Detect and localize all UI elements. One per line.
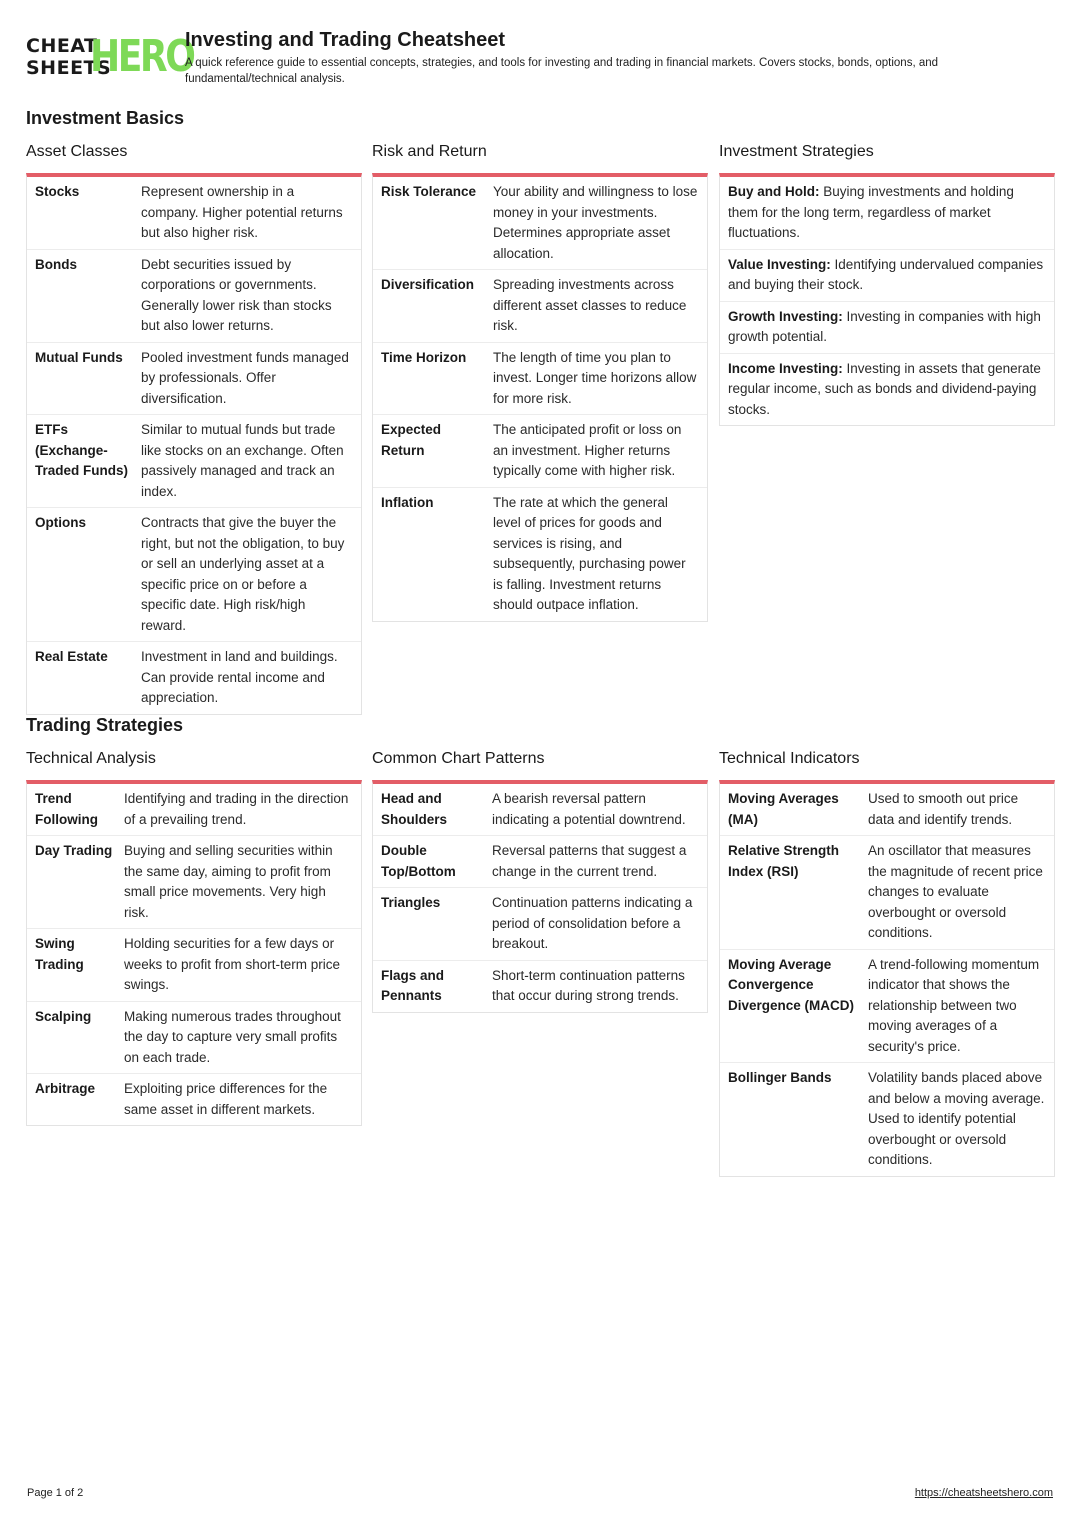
list-item [720,354,1054,426]
definition: Continuation patterns indicating a period of consolidation before a breakout. [492,895,693,951]
term: Diversification [381,277,475,292]
card-technical-indicators [719,749,1055,1177]
table-row [373,177,707,270]
definition: An oscillator that measures the magnitude of recent price changes to evaluate overbought or oversold conditions. [868,843,1043,940]
section-title-trading-strategies: Trading Strategies [26,715,184,735]
table-row [27,1002,361,1075]
table-row [373,343,707,416]
term: Double Top/Bottom [381,843,456,879]
term: Head and Shoulders [381,791,448,827]
term: ETFs (Exchange-Traded Funds) [35,422,129,478]
table-row [27,508,361,642]
table-row [27,1074,361,1125]
term: Real Estate [35,649,108,664]
table-row [720,784,1054,836]
logo-hero-text: HERO [90,31,194,82]
card-body [372,780,708,1013]
card-asset-classes [26,142,362,715]
table-row [27,343,361,416]
table-row [720,950,1054,1064]
card-common-chart-patterns [372,749,708,1013]
definition: The length of time you plan to invest. Longer time horizons allow for more risk. [493,349,697,406]
section-title-investment-basics: Investment Basics [26,108,185,128]
term: Buy and Hold: [728,184,820,199]
page-header [26,28,1056,90]
term: Inflation [381,494,434,510]
term: Moving Average Convergence Divergence (MACD) [728,956,855,1013]
list-item [720,177,1054,250]
definition: Identifying undervalued companies and buying their stock. [728,256,1044,292]
card-body [719,173,1055,426]
term: Mutual Funds [35,349,123,365]
table-row [27,929,361,1002]
page-title: Investing and Trading Cheatsheet [185,29,506,51]
definition: Volatility bands placed above and below a moving average. Used to identify potential overbought or oversold conditions. [868,1070,1045,1167]
card-risk-and-return [372,142,708,622]
logo-sheets-text: SHEETS [26,57,112,79]
table-row [373,488,707,621]
definition: Pooled investment funds managed by professionals. Offer diversification. [141,349,349,406]
definition: Spreading investments across different asset classes to reduce risk. [493,277,687,333]
term: Relative Strength Index (RSI) [728,843,840,879]
definition: Your ability and willingness to lose money in your investments. Determines appropriate asset allocation. [493,184,698,261]
definition: The rate at which the general level of prices for goods and services is rising, and subsequently, purchasing power is falling. Investment returns should outpace inflation. [493,494,686,612]
table-row [373,961,707,1012]
definition: Short-term continuation patterns that occur during strong trends. [492,967,685,1003]
table-row [27,177,361,250]
definition: Reversal patterns that suggest a change in the current trend. [492,843,687,879]
card-title: Technical Indicators [719,750,860,767]
definition: The anticipated profit or loss on an investment. Higher returns typically come with higher risk. [493,422,682,478]
definition: Buying investments and holding them for the long term, regardless of market fluctuations. [728,184,1014,240]
definition: A trend-following momentum indicator that shows the relationship between two moving averages of a security's price. [868,956,1040,1054]
term: Stocks [35,184,80,199]
table-row [373,784,707,836]
definition: Investing in companies with high growth potential. [728,308,1041,344]
term: Scalping [35,1008,92,1024]
card-body [26,173,362,715]
list-item [720,302,1054,354]
term: Time Horizon [381,349,467,365]
term: Value Investing: [728,256,831,272]
term: Day Trading [35,843,113,858]
card-title: Investment Strategies [719,143,874,160]
card-title: Asset Classes [26,143,128,160]
term: Trend Following [35,791,98,827]
definition: Identifying and trading in the direction of a prevailing trend. [124,791,349,827]
table-row [27,250,361,343]
term: Swing Trading [35,936,84,972]
term: Income Investing: [728,360,843,376]
card-title: Technical Analysis [26,750,156,767]
term: Bollinger Bands [728,1070,832,1085]
table-row [27,784,361,836]
logo-cheat-text: CHEAT [26,35,98,57]
definition: Buying and selling securities within the same day, aiming to profit from small price movements. Very high risk. [124,843,333,920]
term: Expected Return [381,422,442,458]
table-row [373,836,707,888]
card-title: Common Chart Patterns [372,750,545,767]
table-row [373,415,707,488]
list-item [720,250,1054,302]
definition: Making numerous trades throughout the day to capture very small profits on each trade. [124,1008,341,1065]
definition: Exploiting price differences for the same asset in different markets. [124,1081,328,1117]
term: Growth Investing: [728,308,843,324]
term: Flags and Pennants [381,967,445,1003]
page-description: A quick reference guide to essential concepts, strategies, and tools for investing and trading in financial markets. Covers stocks, bonds, options, and fundamental/technical analysis. [185,57,939,85]
card-body [719,780,1055,1177]
term: Risk Tolerance [381,184,477,199]
card-technical-analysis [26,749,362,1126]
definition: Investing in assets that generate regular income, such as bonds and dividend-paying stocks. [728,360,1041,417]
table-row [720,1063,1054,1176]
term: Moving Averages (MA) [728,791,839,827]
definition: Contracts that give the buyer the right, but not the obligation, to buy or sell an underlying asset at a specific price on or before a specific date. High risk/high reward. [141,515,345,633]
definition: Debt securities issued by corporations or governments. Generally lower risk than stocks but also lower returns. [141,256,332,333]
card-title: Risk and Return [372,143,487,160]
table-row [27,642,361,714]
term: Arbitrage [35,1081,96,1096]
table-row [720,836,1054,950]
page-number: Page 1 of 2 [27,1487,84,1499]
definition: Similar to mutual funds but trade like stocks on an exchange. Often passively managed and track an index. [141,422,344,499]
definition: Represent ownership in a company. Higher potential returns but also higher risk. [141,184,343,240]
table-row [27,836,361,929]
cheatsheetshero-logo[interactable] [26,31,194,82]
card-body [26,780,362,1126]
card-body [372,173,708,622]
term: Triangles [381,895,441,910]
term: Bonds [35,256,77,272]
site-link[interactable]: https://cheatsheetshero.com [914,1487,1053,1499]
term: Options [35,515,86,530]
definition: A bearish reversal pattern indicating a potential downtrend. [492,791,686,827]
definition: Used to smooth out price data and identify trends. [868,791,1019,827]
definition: Holding securities for a few days or weeks to profit from short-term price swings. [124,936,341,992]
card-investment-strategies [719,142,1055,426]
table-row [373,270,707,343]
table-row [27,415,361,508]
definition: Investment in land and buildings. Can provide rental income and appreciation. [141,649,338,705]
table-row [373,888,707,961]
